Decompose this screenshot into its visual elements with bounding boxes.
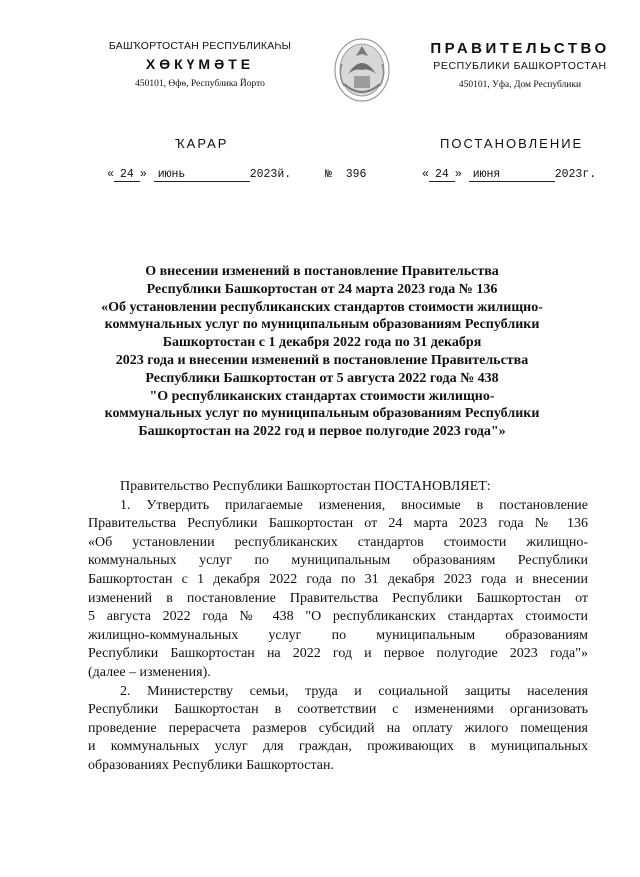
date-left-open-quote: «	[107, 168, 114, 181]
date-left-year: 2023й.	[249, 168, 292, 181]
doc-number-block	[325, 168, 366, 181]
date-right-month: июня	[469, 168, 555, 182]
doc-kind-left: ҠАРАР	[175, 136, 229, 151]
title-line: коммунальных услуг по муниципальным образованиям Республики	[104, 406, 540, 422]
date-right-year: 2023г.	[554, 168, 597, 181]
header-right-address: 450101, Уфа, Дом Республики	[458, 80, 582, 90]
header-left-address: 450101, Өфө, Республика Йорто	[135, 79, 265, 89]
body-p1-line: изменений в постановление Правительства Республики Башкортостан от	[88, 590, 588, 606]
date-left-month: июнь	[154, 168, 250, 182]
title-line: Республики Башкортостан от 24 марта 2023 года № 136	[146, 281, 498, 297]
body-p1-line: Правительства Республики Башкортостан от 24 марта 2023 года № 136	[88, 516, 588, 532]
date-right-close-quote: »	[454, 168, 462, 181]
header-right-line1: ПРАВИТЕЛЬСТВО	[430, 40, 610, 57]
date-left-day: 24	[114, 168, 140, 182]
title-line: Башкортостан на 2022 год и первое полугодие 2023 года"»	[138, 424, 506, 440]
body-p1-line: коммунальных услуг по муниципальным образованиям Республики	[88, 553, 588, 569]
title-line: «Об установлении республиканских стандартов стоимости жилищно-	[101, 299, 543, 315]
coat-of-arms-emblem-icon	[332, 34, 392, 104]
date-right	[422, 168, 596, 182]
date-right-day: 24	[429, 168, 455, 182]
body-p1-line: «Об установлении республиканских стандартов стоимости жилищно-	[88, 534, 588, 550]
title-line: Республики Башкортостан от 5 августа 2022 года № 438	[145, 370, 499, 386]
body-intro: Правительство Республики Башкортостан ПОСТАНОВЛЯЕТ:	[120, 479, 491, 494]
body-p1-line: 5 августа 2022 года № 438 "О республиканских стандартах стоимости	[88, 609, 588, 625]
header-right-line2: РЕСПУБЛИКИ БАШКОРТОСТАН	[433, 60, 607, 72]
header-right-block	[420, 40, 620, 90]
doc-number: 396	[345, 168, 367, 181]
body-p2-line: Республики Башкортостан в соответствии с изменениями организовать	[88, 702, 588, 718]
body-p2-line: и коммунальных услуг для граждан, проживающих в муниципальных	[88, 739, 588, 755]
body-p1-line: Башкортостан с 1 декабря 2022 года по 31 декабря 2023 года и внесении	[88, 571, 588, 587]
date-left	[107, 168, 291, 182]
document-body	[88, 478, 588, 776]
date-right-open-quote: «	[422, 168, 429, 181]
title-line: О внесении изменений в постановление Правительства	[145, 264, 499, 279]
body-p2-line: 2. Министерству семьи, труда и социальной защиты населения	[120, 683, 588, 699]
title-line: Башкортостан с 1 декабря 2022 года по 31 декабря	[162, 335, 482, 351]
body-p1-line: жилищно-коммунальных услуг по муниципальным образованиям	[88, 627, 588, 643]
body-p2-line: образованиях Республики Башкортостан.	[88, 757, 335, 773]
body-p2-line: проведение перерасчета размеров субсидий на оплату жилого помещения	[88, 720, 588, 736]
document-title	[72, 263, 572, 441]
number-sign: №	[325, 168, 332, 181]
header-left-block	[100, 40, 300, 89]
body-p1-line: 1. Утвердить прилагаемые изменения, вносимые в постановление	[120, 497, 588, 513]
title-line: коммунальных услуг по муниципальным образованиям Республики	[104, 317, 540, 333]
title-line: "О республиканских стандартах стоимости жилищно-	[149, 388, 495, 404]
body-p1-line: Республики Башкортостан на 2022 год и первое полугодие 2023 года"»	[88, 646, 588, 662]
body-p1-line: (далее – изменения).	[88, 664, 211, 680]
header-left-line2: ХӨКҮМӘТЕ	[145, 56, 255, 72]
date-left-close-quote: »	[139, 168, 147, 181]
header-left-line1: БАШҠОРТОСТАН РЕСПУБЛИКАҺЫ	[108, 40, 292, 52]
title-line: 2023 года и внесении изменений в постановление Правительства	[115, 352, 529, 368]
doc-kind-right: ПОСТАНОВЛЕНИЕ	[440, 136, 584, 151]
